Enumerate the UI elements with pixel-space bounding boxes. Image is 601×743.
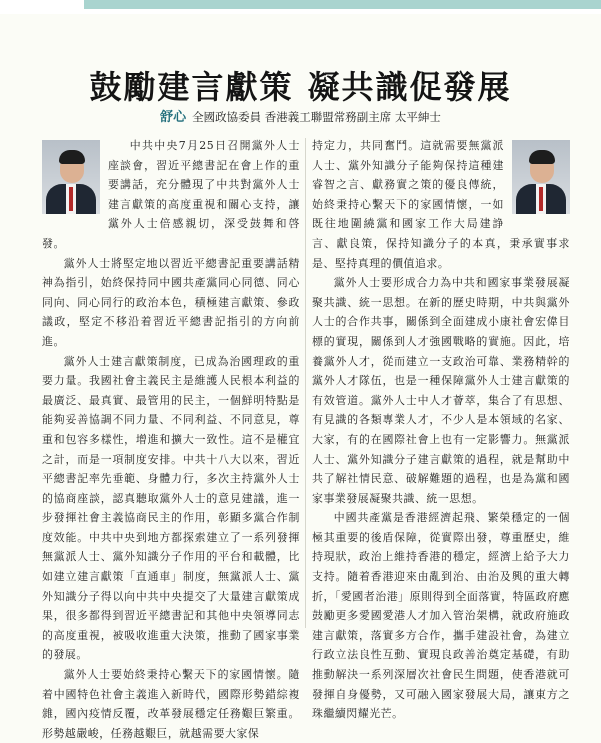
author-titles: 全國政協委員 香港義工聯盟常務副主席 太平紳士 (192, 110, 441, 124)
headline-part2: 凝共識促發展 (307, 68, 512, 106)
top-teal-band (84, 0, 601, 9)
author-name: 舒心 (160, 110, 187, 125)
paragraph: 黨外人士要始終秉持心繫天下的家國情懷。隨着中國特色社會主義進入新時代，國際形勢錯綜複雜，國內疫情反覆，改革發展穩定任務艱巨繁重。形勢越嚴峻，任務越艱巨，就越需要大家保 (42, 668, 300, 740)
byline (0, 106, 601, 125)
paragraph: 中共中央7月25日召開黨外人士座談會，習近平總書記在會上作的重要講話，充分體現了中共對黨外人士建言獻策的高度重視和關心支持，讓黨外人士倍感親切，深受鼓舞和啓發。 (42, 139, 300, 250)
paragraph: 持定力，共同奮鬥。這就需要無黨派人士、黨外知識分子能夠保持這種建睿智之言、獻務實之策的優良傳統，始終秉持心繫天下的家國情懷，一如既往地圍繞黨和國家工作大局建諍言、獻良策，保持知識分子的本真，秉承實事求是、堅持真理的價值追求。 (312, 139, 570, 270)
column-divider (305, 138, 306, 628)
left-column (42, 136, 300, 743)
paragraph: 黨外人士要形成合力為中共和國家事業發展凝聚共識、統一思想。在新的歷史時期，中共與黨外人士的合作共事，關係到全面建成小康社會宏偉目標的實現，關係到人才強國戰略的實施。因此，培養黨外人才，從而建立一支政治可靠、業務精幹的黨外人才隊伍，也是一種保障黨外人士建言獻策的有效管道。黨外人士中人才薈萃，集合了有思想、有見識的各類專業人才，不少人是本領域的名家、大家，有的在國際社會上也有一定影響力。無黨派人士、黨外知識分子建言獻策的過程，就是幫助中共了解社情民意、破解難題的過程，也是為黨和國家事業發展凝聚共識、統一思想。 (312, 276, 570, 505)
headline-part1: 鼓勵建言獻策 (89, 68, 294, 106)
right-column (312, 136, 570, 724)
author-photo-secondary (512, 140, 570, 214)
paragraph: 黨外人士將堅定地以習近平總書記重要講話精神為指引，始終保持同中國共產黨同心同德、同心同向、同心同行的政治本色，積極建言獻策、參政議政，堅定不移沿着習近平總書記指引的方向前進。 (42, 256, 300, 348)
paragraph: 中國共產黨是香港經濟起飛、繁榮穩定的一個極其重要的後盾保障，從實際出發，尊重歷史，維持現狀，政治上維持香港的穩定，經濟上給予大力支持。隨着香港迎來由亂到治、由治及興的重大轉折，「愛國者治港」原則得到全面落實，特區政府應鼓勵更多愛國愛港人才加入管治架構，就政府施政建言獻策，落實多方合作，攜手建設社會，為建立行政立法良性互動、實現良政善治奠定基礎，有助推動解決一系列深層次社會民生問題，使香港就可發揮自身優勢，又可融入國家發展大局，讓東方之珠繼續閃耀光芒。 (312, 511, 570, 721)
top-decor-bar (0, 0, 601, 14)
author-photo (42, 140, 100, 214)
paragraph: 黨外人士建言獻策制度，已成為治國理政的重要力量。我國社會主義民主是維護人民根本利益的最廣泛、最真實、最管用的民主，一個鮮明特點是能夠妥善協調不同力量、不同利益、不同意見，尊重和包容多樣性，增進和擴大一致性。這不是權宜之計，而是一項制度安排。中共十八大以來，習近平總書記率先垂範、身體力行，多次主持黨外人士的協商座談，認真聽取黨外人士的意見建議，進一步發揮社會主義協商民主的作用，彰顯多黨合作制度效能。中共中央到地方都探索建立了一系列發揮無黨派人士、黨外知識分子作用的平台和載體，比如建立建言獻策「直通車」制度，無黨派人士、黨外知識分子得以向中共中央提交了大量建言獻策成果，很多都得到習近平總書記和其他中央領導同志的高度重視，被吸收進重大決策，推動了國家事業的發展。 (42, 354, 300, 662)
article-headline (0, 62, 601, 108)
